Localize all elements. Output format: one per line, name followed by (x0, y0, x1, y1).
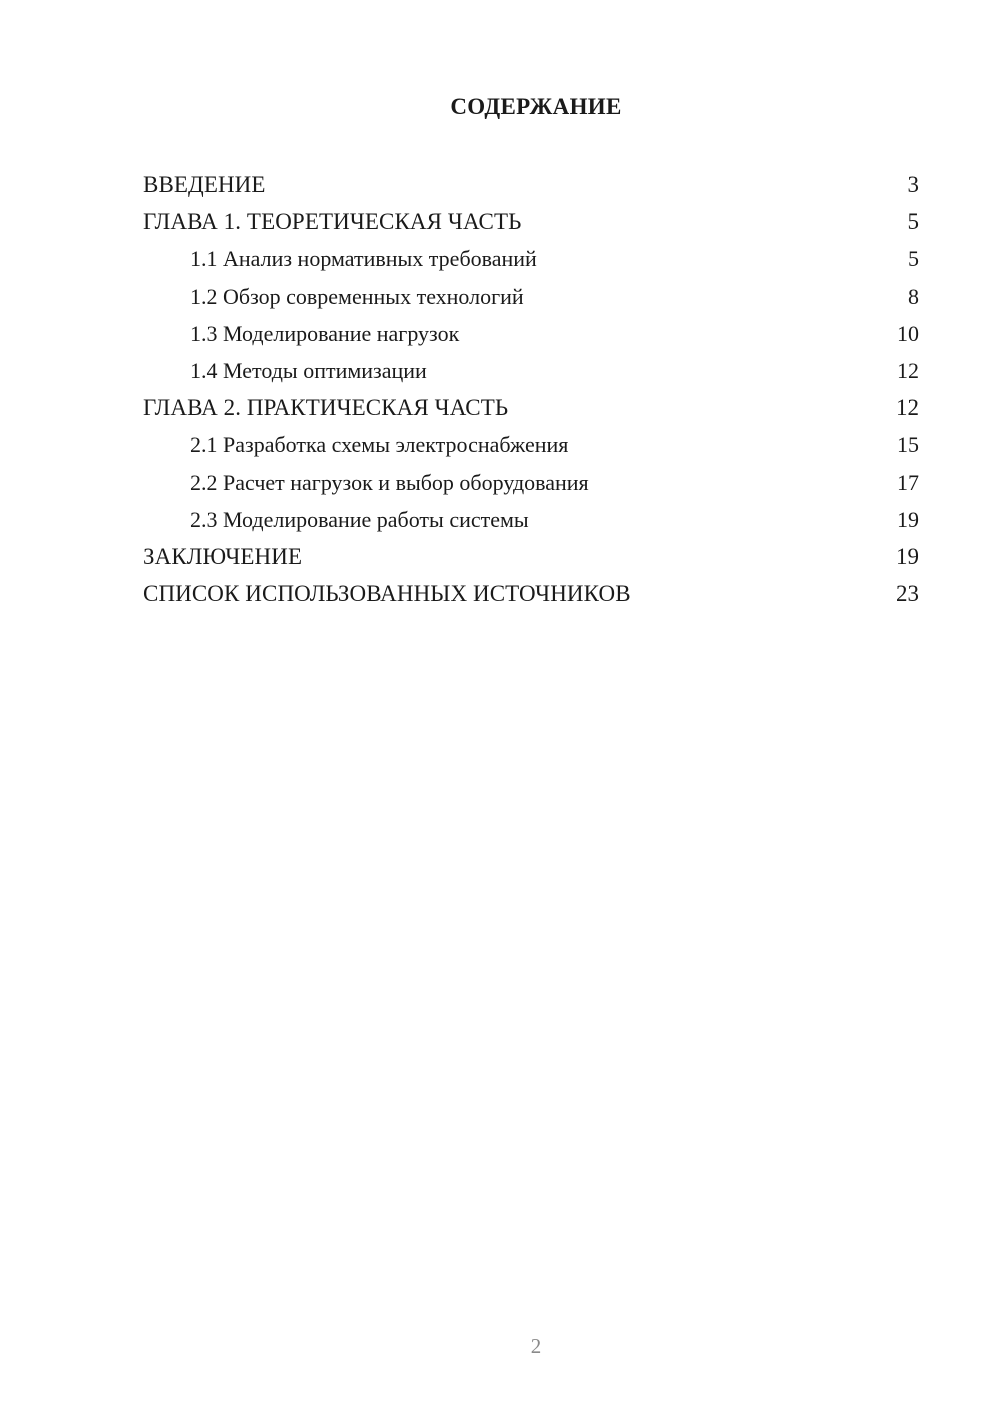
toc-entry-page: 3 (907, 172, 919, 197)
toc-entry-label: 1.2 Обзор современных технологий (190, 283, 524, 309)
toc-entry-label: 2.1 Разработка схемы электроснабжения (190, 432, 569, 458)
toc-entry-references[interactable] (143, 575, 919, 612)
toc-entry-section-2-1[interactable] (143, 426, 919, 463)
toc-entry-chapter-2[interactable] (143, 389, 919, 426)
toc-entry-page: 15 (897, 432, 919, 458)
toc-entry-chapter-1[interactable] (143, 203, 919, 240)
toc-entry-section-1-2[interactable] (143, 278, 919, 315)
toc-entry-label: ВВЕДЕНИЕ (143, 172, 266, 197)
toc-entry-label: 1.3 Моделирование нагрузок (190, 320, 460, 346)
toc-entry-label: ГЛАВА 2. ПРАКТИЧЕСКАЯ ЧАСТЬ (143, 395, 509, 421)
toc-entry-section-1-1[interactable] (143, 240, 919, 277)
toc-entry-label: 2.3 Моделирование работы системы (190, 506, 529, 532)
toc-entry-section-1-4[interactable] (143, 352, 919, 389)
toc-entry-label: 1.4 Методы оптимизации (190, 357, 427, 383)
toc-entry-label: ЗАКЛЮЧЕНИЕ (143, 543, 303, 569)
page-number: 2 (530, 1334, 542, 1358)
toc-entry-page: 19 (897, 506, 919, 532)
toc-entry-page: 19 (896, 543, 919, 569)
toc-entry-introduction[interactable] (143, 166, 919, 203)
toc-entry-label: СПИСОК ИСПОЛЬЗОВАННЫХ ИСТОЧНИКОВ (143, 581, 631, 607)
toc-title: СОДЕРЖАНИЕ (450, 94, 622, 119)
table-of-contents (143, 166, 919, 612)
toc-entry-page: 10 (897, 320, 919, 346)
toc-entry-page: 17 (897, 469, 919, 495)
toc-entry-page: 23 (896, 581, 919, 607)
toc-entry-page: 8 (908, 283, 919, 309)
toc-entry-page: 5 (907, 209, 919, 235)
toc-entry-label: 2.2 Расчет нагрузок и выбор оборудования (190, 469, 589, 495)
toc-entry-section-2-3[interactable] (143, 501, 919, 538)
toc-entry-page: 5 (908, 246, 919, 272)
toc-entry-section-1-3[interactable] (143, 315, 919, 352)
toc-entry-section-2-2[interactable] (143, 464, 919, 501)
toc-entry-conclusion[interactable] (143, 538, 919, 575)
toc-entry-page: 12 (896, 395, 919, 421)
toc-entry-label: ГЛАВА 1. ТЕОРЕТИЧЕСКАЯ ЧАСТЬ (143, 209, 522, 235)
toc-entry-label: 1.1 Анализ нормативных требований (190, 246, 537, 272)
toc-entry-page: 12 (897, 357, 919, 383)
